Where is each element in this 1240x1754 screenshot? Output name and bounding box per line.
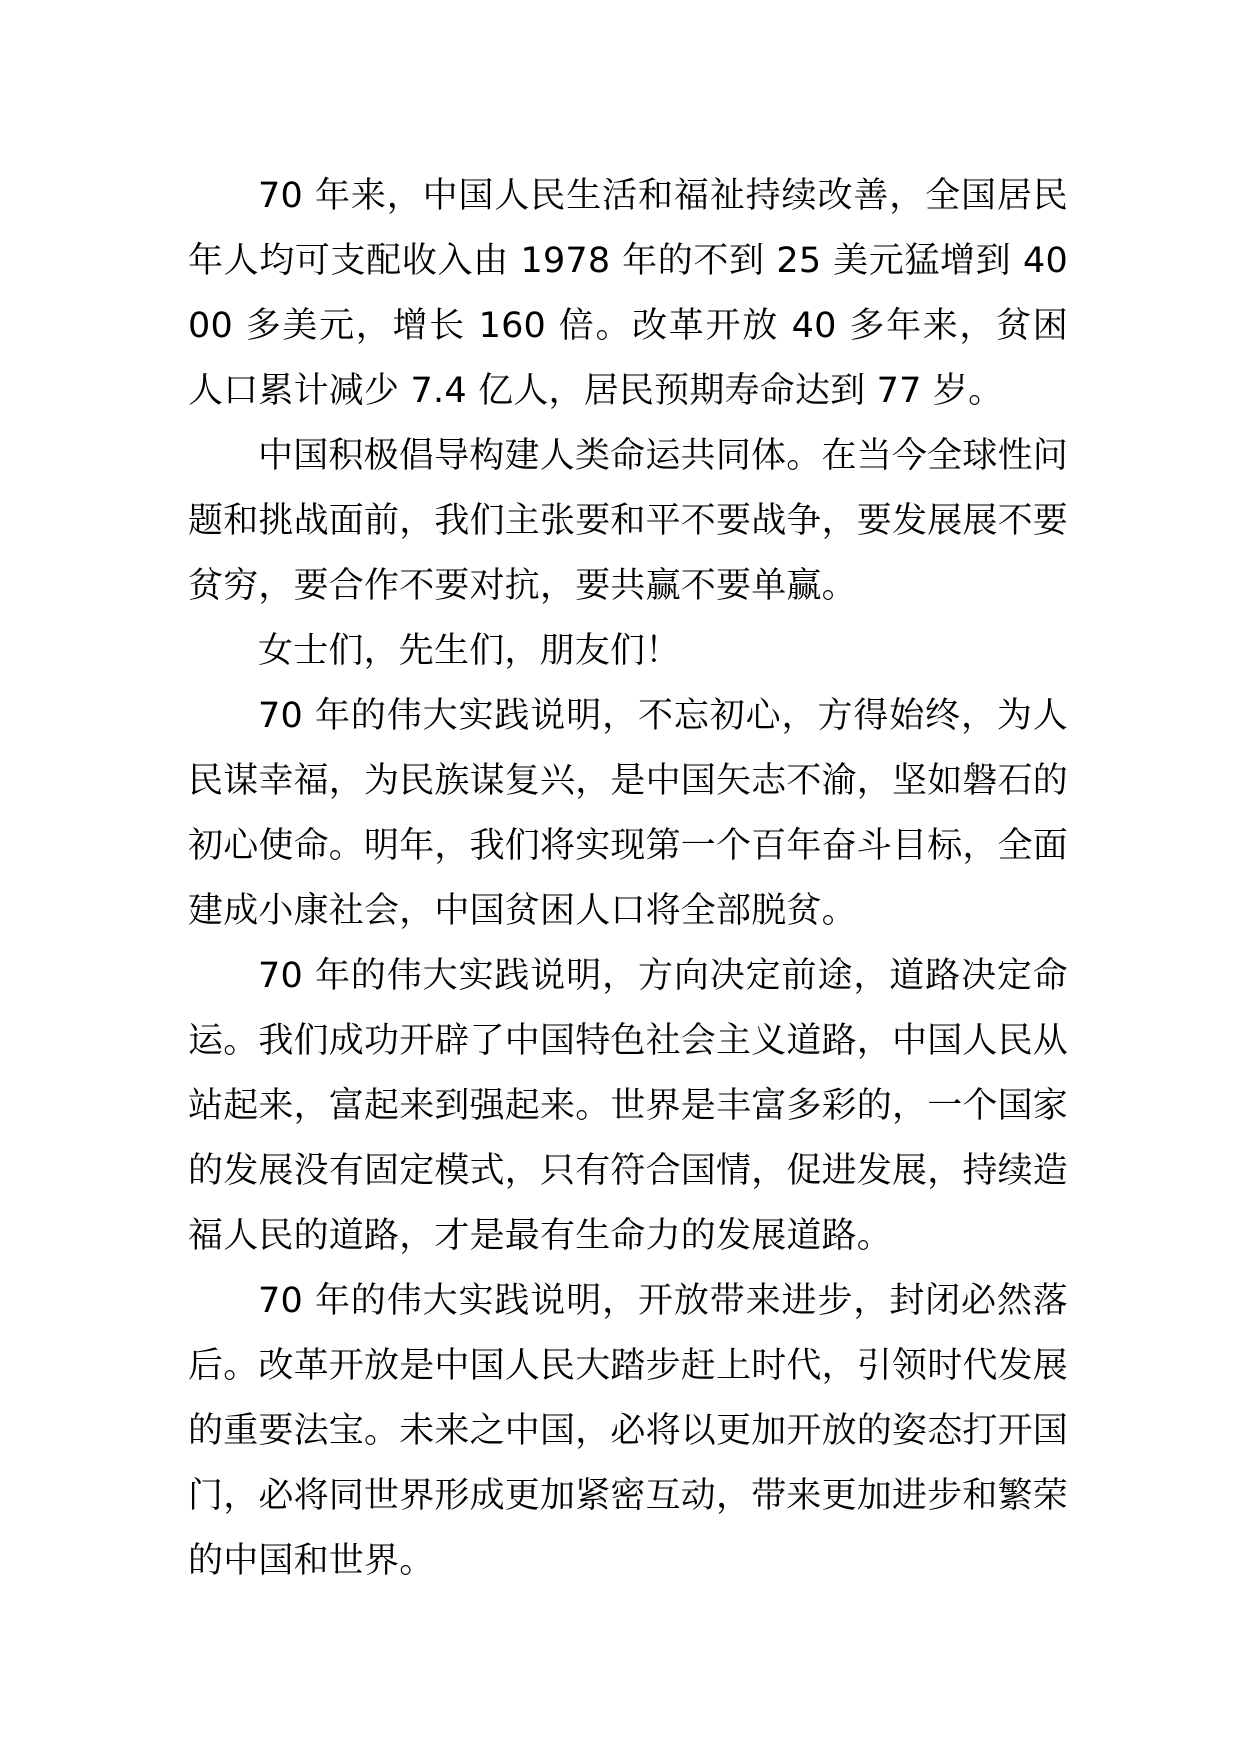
paragraph-original-aspiration: 70 年的伟大实践说明，不忘初心，方得始终，为人民谋幸福，为民族谋复兴，是中国矢志不渝，坚如磐石的初心使命。明年，我们将实现第一个百年奋斗目标，全面建成小康社会，中国贫困人口将全部脱贫。 (188, 696, 1069, 931)
paragraph-opening-up: 70 年的伟大实践说明，开放带来进步，封闭必然落后。改革开放是中国人民大踏步赶上时代，引领时代发展的重要法宝。未来之中国，必将以更加开放的姿态打开国门，必将同世界形成更加紧密互动，带来更加进步和繁荣的中国和世界。 (188, 1281, 1069, 1581)
paragraph-community-shared-future: 中国积极倡导构建人类命运共同体。在当今全球性问题和挑战面前，我们主张要和平不要战争，要发展展不要贫穷，要合作不要对抗，要共赢不要单赢。 (188, 436, 1069, 606)
paragraph-living-standards: 70 年来，中国人民生活和福祉持续改善，全国居民年人均可支配收入由 1978 年的不到 25 美元猛增到 4000 多美元，增长 160 倍。改革开放 40 多年来，贫困人口累计减少 7.4 亿人，居民预期寿命达到 77 岁。 (188, 176, 1068, 411)
document-page (188, 164, 1068, 1594)
paragraph-salutation: 女士们，先生们，朋友们！ (258, 631, 681, 671)
paragraph-development-path: 70 年的伟大实践说明，方向决定前途，道路决定命运。我们成功开辟了中国特色社会主义道路，中国人民从站起来，富起来到强起来。世界是丰富多彩的，一个国家的发展没有固定模式，只有符合国情，促进发展，持续造福人民的道路，才是最有生命力的发展道路。 (188, 956, 1069, 1256)
